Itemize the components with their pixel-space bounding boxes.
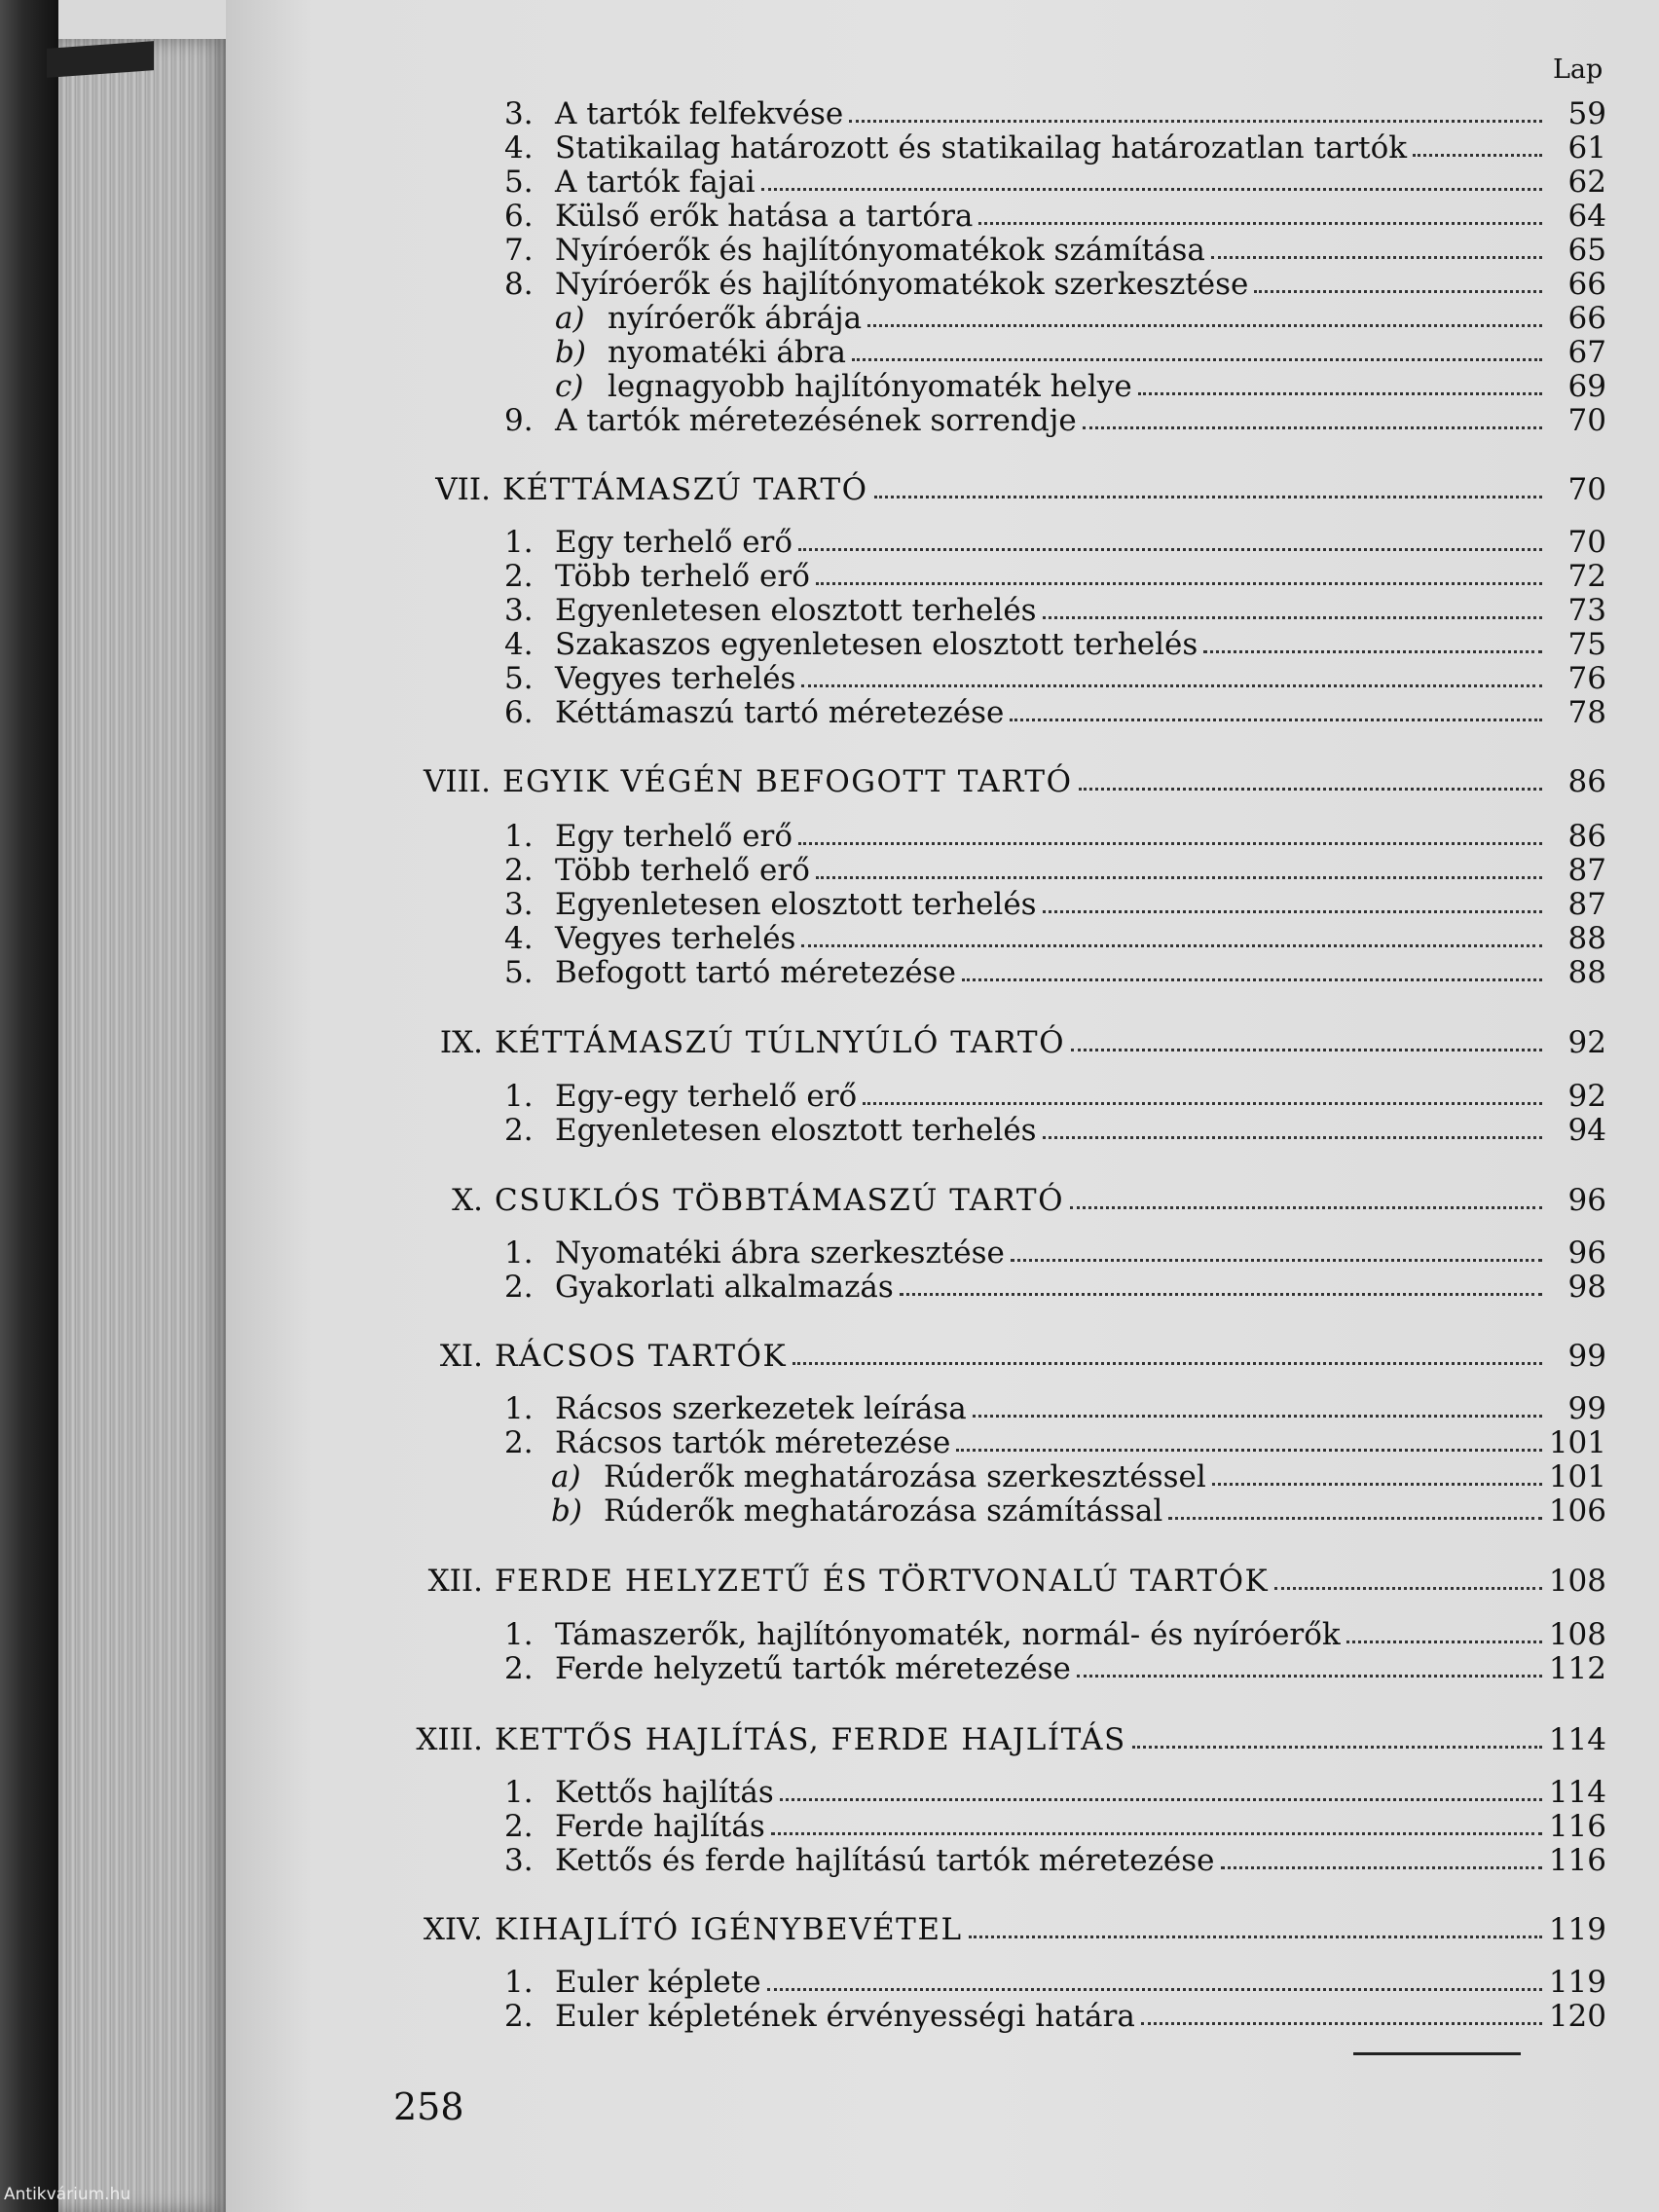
toc-entry-number: a)	[555, 301, 585, 336]
leader-dots	[1079, 788, 1542, 791]
chapter-number: X.	[452, 1183, 483, 1218]
leader-dots	[1043, 616, 1542, 619]
toc-entry-number: 7.	[504, 233, 534, 268]
toc-entry	[504, 1078, 1606, 1115]
toc-chapter	[382, 1911, 1606, 1948]
toc-entry-number: 2.	[504, 1999, 534, 2034]
toc-entry	[504, 1964, 1606, 2001]
toc-entry-number: 2.	[504, 853, 534, 888]
toc-entry-number: b)	[551, 1493, 582, 1529]
toc-chapter	[376, 1721, 1606, 1758]
toc-entry	[504, 1390, 1606, 1427]
leader-dots	[816, 582, 1542, 585]
toc-entry-number: 5.	[504, 661, 534, 696]
toc-entry-title: Egyenletesen elosztott terhelés	[555, 887, 1037, 922]
leader-dots	[761, 188, 1542, 191]
toc-entry-title: Kéttámaszú tartó méretezése	[555, 695, 1005, 730]
leader-dots	[969, 1936, 1542, 1938]
chapter-number: VIII.	[424, 764, 491, 799]
toc-subentry	[551, 1458, 1606, 1495]
toc-entry	[504, 129, 1606, 166]
toc-entry-page: 98	[1567, 1270, 1606, 1305]
leader-dots	[962, 978, 1542, 981]
toc-entry-number: 8.	[504, 267, 534, 302]
chapter-number: IX.	[439, 1025, 483, 1060]
page-column-header: Lap	[1553, 55, 1604, 85]
toc-entry-title: Vegyes terhelés	[555, 921, 796, 956]
toc-entry	[504, 1616, 1606, 1653]
watermark: Antikvárium.hu	[4, 2185, 131, 2204]
leader-dots	[867, 324, 1542, 327]
toc-entry-number: 2.	[504, 1809, 534, 1844]
toc-entry-page: 120	[1548, 1999, 1606, 2034]
toc-entry	[504, 852, 1606, 889]
toc-entry-number: 1.	[504, 1079, 534, 1114]
leader-dots	[771, 1832, 1542, 1835]
leader-dots	[1274, 1587, 1542, 1590]
toc-entry-number: 1.	[504, 525, 534, 560]
toc-entry-page: 70	[1567, 472, 1606, 507]
end-rule	[1353, 2052, 1521, 2055]
toc-entry-number: 6.	[504, 695, 534, 730]
toc-chapter	[409, 1182, 1606, 1219]
toc-entry-number: 2.	[504, 1425, 534, 1460]
toc-entry-page: 101	[1548, 1425, 1606, 1460]
leader-dots	[973, 1415, 1542, 1418]
toc-entry	[504, 558, 1606, 595]
toc-entry-page: 114	[1548, 1722, 1606, 1757]
toc-chapter	[397, 471, 1606, 508]
toc-entry	[504, 232, 1606, 269]
toc-entry-number: 1.	[504, 1965, 534, 2000]
leader-dots	[816, 876, 1542, 879]
leader-dots	[1132, 1746, 1542, 1749]
toc-entry-title: Rácsos szerkezetek leírása	[555, 1391, 967, 1426]
chapter-number: VII.	[435, 472, 491, 507]
toc-entry	[504, 886, 1606, 923]
leader-dots	[1211, 256, 1542, 259]
toc-entry	[504, 1112, 1606, 1149]
toc-entry-number: 3.	[504, 887, 534, 922]
leader-dots	[874, 496, 1542, 498]
toc-entry	[504, 694, 1606, 731]
chapter-title: FERDE HELYZETŰ ÉS TÖRTVONALÚ TARTÓK	[495, 1564, 1270, 1599]
toc-subentry	[551, 1493, 1606, 1530]
toc-entry	[504, 592, 1606, 629]
toc-entry-title: legnagyobb hajlítónyomaték helye	[608, 369, 1132, 404]
toc-entry-title: Ferde hajlítás	[555, 1809, 765, 1844]
toc-entry-number: 1.	[504, 819, 534, 854]
toc-entry-title: Több terhelő erő	[555, 853, 810, 888]
leader-dots	[1083, 426, 1542, 429]
toc-entry	[504, 626, 1606, 663]
toc-entry	[504, 1424, 1606, 1461]
toc-entry	[504, 1842, 1606, 1879]
toc-entry-title: Kettős hajlítás	[555, 1775, 774, 1810]
toc-entry-title: Egy-egy terhelő erő	[555, 1079, 858, 1114]
leader-dots	[1010, 719, 1542, 721]
toc-entry	[504, 1998, 1606, 2035]
toc-chapter	[399, 1338, 1606, 1375]
toc-entry	[504, 920, 1606, 957]
toc-entry-page: 108	[1548, 1617, 1606, 1652]
leader-dots	[798, 548, 1542, 551]
toc-entry-page: 70	[1567, 525, 1606, 560]
toc-entry-page: 69	[1567, 369, 1606, 404]
leader-dots	[852, 358, 1542, 361]
toc-entry-page: 99	[1567, 1339, 1606, 1374]
toc-subentry	[555, 334, 1606, 371]
toc-entry-page: 76	[1567, 661, 1606, 696]
toc-entry-number: 2.	[504, 559, 534, 594]
toc-entry-title: Nyíróerők és hajlítónyomatékok szerkesztése	[555, 267, 1249, 302]
page-number: 258	[393, 2085, 464, 2128]
toc-entry-page: 116	[1548, 1809, 1606, 1844]
toc-entry-title: Egyenletesen elosztott terhelés	[555, 1113, 1037, 1148]
toc-entry-page: 94	[1567, 1113, 1606, 1148]
leader-dots	[801, 684, 1542, 687]
toc-entry-title: Befogott tartó méretezése	[555, 955, 956, 990]
toc-entry-number: 5.	[504, 955, 534, 990]
chapter-title: KETTŐS HAJLÍTÁS, FERDE HAJLÍTÁS	[495, 1722, 1126, 1757]
leader-dots	[1212, 1483, 1542, 1486]
toc-entry-page: 78	[1567, 695, 1606, 730]
toc-entry-title: A tartók fajai	[555, 165, 756, 200]
toc-entry-page: 67	[1567, 335, 1606, 370]
toc-entry-title: Nyíróerők és hajlítónyomatékok számítása	[555, 233, 1205, 268]
toc-entry-number: 1.	[504, 1617, 534, 1652]
toc-entry-page: 88	[1567, 955, 1606, 990]
toc-entry-page: 59	[1567, 96, 1606, 131]
toc-entry-number: 5.	[504, 165, 534, 200]
toc-entry-number: 2.	[504, 1113, 534, 1148]
leader-dots	[1346, 1641, 1542, 1643]
toc-entry-title: Egy terhelő erő	[555, 525, 793, 560]
leader-dots	[1203, 650, 1542, 653]
chapter-title: KÉTTÁMASZÚ TARTÓ	[502, 472, 868, 507]
toc-entry-number: 1.	[504, 1235, 534, 1271]
leader-dots	[793, 1362, 1542, 1365]
leader-dots	[1070, 1206, 1542, 1209]
toc-entry-page: 72	[1567, 559, 1606, 594]
toc-entry-title: Támaszerők, hajlítónyomaték, normál- és nyíróerők	[555, 1617, 1341, 1652]
leader-dots	[1043, 910, 1542, 913]
leader-dots	[798, 842, 1542, 845]
chapter-number: XI.	[439, 1339, 483, 1374]
toc-entry-page: 70	[1567, 403, 1606, 438]
toc-chapter	[386, 763, 1606, 800]
toc-entry	[504, 1235, 1606, 1272]
toc-entry-title: Nyomatéki ábra szerkesztése	[555, 1235, 1005, 1271]
toc-entry-page: 65	[1567, 233, 1606, 268]
toc-entry-number: 3.	[504, 593, 534, 628]
leader-dots	[1254, 290, 1542, 293]
toc-entry	[504, 164, 1606, 201]
leader-dots	[1413, 154, 1542, 157]
toc-entry-number: 4.	[504, 130, 534, 166]
toc-entry-number: 1.	[504, 1775, 534, 1810]
leader-dots	[1141, 2022, 1542, 2025]
toc-entry-number: 1.	[504, 1391, 534, 1426]
toc-entry	[504, 1808, 1606, 1845]
toc-entry-page: 64	[1567, 199, 1606, 234]
leader-dots	[863, 1102, 1542, 1105]
toc-chapter	[387, 1563, 1606, 1600]
toc-entry-page: 99	[1567, 1391, 1606, 1426]
toc-entry-number: 3.	[504, 96, 534, 131]
leader-dots	[1077, 1675, 1542, 1677]
toc-entry-page: 92	[1567, 1025, 1606, 1060]
toc-entry-page: 75	[1567, 627, 1606, 662]
toc-entry-number: 2.	[504, 1651, 534, 1686]
toc-entry-title: Kettős és ferde hajlítású tartók méretezése	[555, 1843, 1215, 1878]
toc-entry-title: Rácsos tartók méretezése	[555, 1425, 951, 1460]
toc-entry-number: 3.	[504, 1843, 534, 1878]
toc-entry-page: 101	[1548, 1459, 1606, 1494]
toc-entry-page: 119	[1548, 1965, 1606, 2000]
leader-dots	[767, 1988, 1542, 1991]
chapter-number: XII.	[427, 1564, 483, 1599]
leader-dots	[900, 1293, 1542, 1296]
toc-entry-page: 116	[1548, 1843, 1606, 1878]
toc-entry-page: 119	[1548, 1912, 1606, 1947]
toc-entry-title: Külső erők hatása a tartóra	[555, 199, 974, 234]
toc-entry	[504, 1774, 1606, 1811]
toc-entry-title: Rúderők meghatározása számítással	[604, 1493, 1163, 1529]
toc-entry	[504, 818, 1606, 855]
toc-entry-title: Egyenletesen elosztott terhelés	[555, 593, 1037, 628]
toc-entry-title: nyíróerők ábrája	[608, 301, 863, 336]
toc-chapter	[397, 1024, 1606, 1061]
toc-entry-number: c)	[555, 369, 584, 404]
leader-dots	[1168, 1517, 1542, 1520]
toc-entry	[504, 660, 1606, 697]
toc-entry-title: Statikailag határozott és statikailag határozatlan tartók	[555, 130, 1408, 166]
toc-entry-page: 112	[1548, 1651, 1606, 1686]
chapter-title: EGYIK VÉGÉN BEFOGOTT TARTÓ	[502, 764, 1073, 799]
toc-entry-number: 9.	[504, 403, 534, 438]
chapter-title: CSUKLÓS TÖBBTÁMASZÚ TARTÓ	[495, 1183, 1064, 1218]
toc-entry-number: 2.	[504, 1270, 534, 1305]
toc-entry-page: 106	[1548, 1493, 1606, 1529]
toc-entry-title: Rúderők meghatározása szerkesztéssel	[604, 1459, 1206, 1494]
toc-subentry	[555, 368, 1606, 405]
toc-entry	[504, 95, 1606, 132]
leader-dots	[1138, 392, 1542, 395]
toc-entry-title: Euler képletének érvényességi határa	[555, 1999, 1135, 2034]
toc-entry	[504, 1269, 1606, 1306]
toc-entry-title: Szakaszos egyenletesen elosztott terhelés	[555, 627, 1198, 662]
toc-entry-title: Több terhelő erő	[555, 559, 810, 594]
toc-entry-page: 73	[1567, 593, 1606, 628]
toc-entry-title: Gyakorlati alkalmazás	[555, 1270, 894, 1305]
chapter-number: XIII.	[416, 1722, 483, 1757]
leader-dots	[1043, 1136, 1542, 1139]
toc-entry-number: b)	[555, 335, 586, 370]
toc-entry	[504, 524, 1606, 561]
page-edges	[58, 39, 226, 2212]
leader-dots	[1071, 1049, 1542, 1051]
toc-subentry	[555, 300, 1606, 337]
toc-entry-number: 6.	[504, 199, 534, 234]
leader-dots	[956, 1449, 1542, 1452]
chapter-title: RÁCSOS TARTÓK	[495, 1339, 788, 1374]
toc-entry	[504, 1650, 1606, 1687]
book-spine	[0, 0, 58, 2212]
toc-entry	[504, 954, 1606, 991]
leader-dots	[1011, 1259, 1542, 1262]
toc-entry-page: 87	[1567, 853, 1606, 888]
toc-entry	[504, 402, 1606, 439]
toc-entry-page: 114	[1548, 1775, 1606, 1810]
toc-entry-number: 4.	[504, 921, 534, 956]
toc-entry-page: 61	[1567, 130, 1606, 166]
toc-entry-title: Euler képlete	[555, 1965, 761, 2000]
toc-entry-page: 66	[1567, 267, 1606, 302]
leader-dots	[801, 944, 1542, 947]
toc-entry-page: 96	[1567, 1183, 1606, 1218]
chapter-title: KÉTTÁMASZÚ TÚLNYÚLÓ TARTÓ	[495, 1025, 1066, 1060]
toc-entry-number: 4.	[504, 627, 534, 662]
toc-entry-page: 92	[1567, 1079, 1606, 1114]
chapter-number: XIV.	[423, 1912, 483, 1947]
chapter-title: KIHAJLÍTÓ IGÉNYBEVÉTEL	[495, 1912, 963, 1947]
toc-entry-page: 62	[1567, 165, 1606, 200]
toc-entry-page: 96	[1567, 1235, 1606, 1271]
toc-entry	[504, 266, 1606, 303]
leader-dots	[849, 120, 1542, 123]
toc-entry-title: Egy terhelő erő	[555, 819, 793, 854]
toc-entry-title: A tartók méretezésének sorrendje	[555, 403, 1077, 438]
toc-entry-title: Vegyes terhelés	[555, 661, 796, 696]
toc-entry	[504, 198, 1606, 235]
leader-dots	[780, 1798, 1542, 1801]
toc-entry-number: a)	[551, 1459, 581, 1494]
toc-entry-title: nyomatéki ábra	[608, 335, 847, 370]
toc-entry-page: 86	[1567, 764, 1606, 799]
toc-entry-page: 66	[1567, 301, 1606, 336]
toc-entry-title: Ferde helyzetű tartók méretezése	[555, 1651, 1071, 1686]
leader-dots	[1221, 1866, 1542, 1869]
leader-dots	[978, 222, 1542, 225]
toc-entry-page: 87	[1567, 887, 1606, 922]
toc-entry-page: 88	[1567, 921, 1606, 956]
toc-entry-title: A tartók felfekvése	[555, 96, 844, 131]
toc-entry-page: 86	[1567, 819, 1606, 854]
toc-entry-page: 108	[1548, 1564, 1606, 1599]
